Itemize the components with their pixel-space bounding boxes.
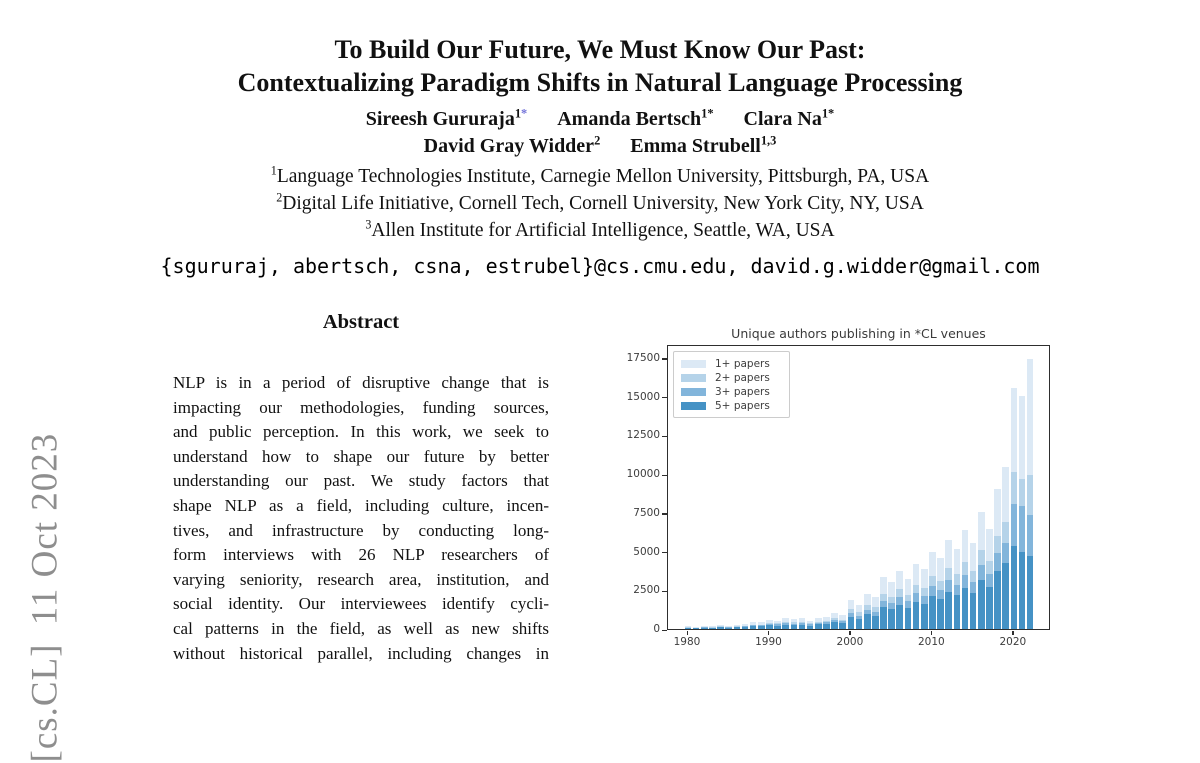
y-tick-label: 5000 — [633, 545, 660, 558]
bar-2011-5+-papers — [937, 599, 944, 629]
x-tick-mark — [768, 631, 769, 635]
y-tick-mark — [662, 436, 667, 437]
bar-1984-5+-papers — [717, 627, 724, 629]
y-tick-label: 17500 — [626, 351, 660, 364]
bar-2003-5+-papers — [872, 616, 879, 629]
abstract-line: tives, and infrastructure by conducting long- — [173, 520, 549, 540]
author-row-2 — [0, 133, 1200, 160]
x-tick-mark — [931, 631, 932, 635]
y-tick-label: 15000 — [626, 390, 660, 403]
bar-2013-5+-papers — [954, 595, 961, 629]
author-name: Amanda Bertsch$^{1*}$ — [557, 106, 714, 130]
legend-label: 2+ papers — [715, 372, 770, 384]
bar-1995-5+-papers — [807, 626, 814, 629]
bar-1982-5+-papers — [701, 628, 708, 629]
affiliation-line: $^1$Language Technologies Institute, Carnegie Mellon University, Pittsburgh, PA, USA — [270, 163, 930, 187]
x-tick-mark — [849, 631, 850, 635]
affiliation-marker: 1 — [270, 163, 277, 178]
bar-2004-5+-papers — [880, 607, 887, 629]
legend-row — [681, 357, 783, 371]
author-affil-marker: 1,3 — [760, 133, 777, 148]
x-tick-label: 1980 — [673, 636, 701, 648]
bar-1992-5+-papers — [782, 625, 789, 629]
y-tick-mark — [662, 475, 667, 476]
bar-2006-5+-papers — [896, 605, 903, 629]
legend-label: 3+ papers — [715, 386, 770, 398]
bar-1999-5+-papers — [839, 623, 846, 629]
y-tick-label: 2500 — [633, 584, 660, 597]
abstract-line: understand how to shape our future by better — [173, 446, 549, 466]
bar-1987-5+-papers — [742, 627, 749, 629]
y-tick-label: 12500 — [626, 429, 660, 442]
x-tick-mark — [1012, 631, 1013, 635]
abstract-line: NLP is in a period of disruptive change that is — [173, 373, 549, 392]
chart-legend — [673, 351, 790, 418]
paper-title — [0, 33, 1200, 99]
bar-1988-5+-papers — [750, 626, 757, 629]
legend-row — [681, 371, 783, 385]
y-tick-mark — [662, 552, 667, 553]
author-affil-marker: 2 — [594, 133, 601, 148]
y-tick-label: 0 — [653, 623, 660, 635]
bar-2017-5+-papers — [986, 587, 993, 629]
y-tick-mark — [662, 630, 667, 631]
affiliation-marker: 2 — [276, 190, 283, 205]
author-name: Sireesh Gururaja$^{1*}$ — [365, 106, 528, 130]
abstract-line: social identity. Our interviewees identify cycli- — [173, 594, 549, 614]
bar-1997-5+-papers — [823, 624, 830, 629]
y-tick-label: 7500 — [633, 506, 660, 519]
bar-2000-5+-papers — [848, 617, 855, 629]
abstract-line: understanding our past. We study factors that — [173, 471, 549, 491]
paper-title-line-1: To Build Our Future, We Must Know Our Past: — [334, 35, 866, 64]
bar-2021-5+-papers — [1019, 552, 1026, 629]
author-name: Emma Strubell$^{1,3}$ — [630, 133, 777, 157]
bar-2009-5+-papers — [921, 604, 928, 629]
bar-2002-5+-papers — [864, 614, 871, 629]
bar-2005-5+-papers — [888, 609, 895, 629]
affiliation-marker: 3 — [365, 217, 372, 232]
bar-2022-5+-papers — [1027, 556, 1034, 629]
bar-1985-5+-papers — [725, 628, 732, 629]
bar-1996-5+-papers — [815, 624, 822, 629]
legend-label: 5+ papers — [715, 400, 770, 412]
bar-1994-5+-papers — [799, 625, 806, 629]
y-tick-mark — [662, 358, 667, 359]
bar-1991-5+-papers — [774, 626, 781, 629]
legend-row — [681, 399, 783, 413]
affiliation-line: $^2$Digital Life Initiative, Cornell Tech, Cornell University, New York City, NY, USA — [276, 190, 924, 214]
bar-1980-5+-papers — [685, 628, 692, 629]
y-tick-mark — [662, 513, 667, 514]
bar-2008-5+-papers — [913, 602, 920, 629]
author-affil-marker: 1* — [701, 106, 714, 121]
abstract-line: and public perception. In this work, we seek to — [173, 422, 549, 442]
abstract-body — [173, 371, 549, 666]
y-tick-mark — [662, 591, 667, 592]
legend-swatch — [681, 402, 706, 410]
bar-1993-5+-papers — [791, 625, 798, 629]
abstract-line: without historical parallel, including changes in — [173, 643, 549, 663]
x-tick-label: 2010 — [918, 636, 945, 648]
bar-1983-5+-papers — [709, 628, 716, 629]
author-emails: {sgururaj, abertsch, csna, estrubel}@cs.cmu.edu, david.g.widder@gmail.com — [160, 254, 1040, 278]
x-tick-mark — [687, 631, 688, 635]
bar-1989-5+-papers — [758, 626, 765, 629]
bar-1986-5+-papers — [734, 627, 741, 629]
bar-2012-5+-papers — [945, 592, 952, 630]
arxiv-date-banner: 11 Oct 2023 — [24, 432, 66, 626]
bar-2014-5+-papers — [962, 588, 969, 629]
legend-row — [681, 385, 783, 399]
legend-label: 1+ papers — [715, 358, 770, 370]
x-tick-label: 2020 — [999, 636, 1027, 648]
bar-1998-5+-papers — [831, 622, 838, 629]
x-tick-label: 2000 — [836, 636, 864, 648]
y-tick-label: 10000 — [626, 468, 660, 481]
bar-2019-5+-papers — [1002, 563, 1009, 629]
abstract-line: varying seniority, research area, institution, and — [173, 569, 549, 589]
legend-swatch — [681, 388, 706, 396]
author-name: David Gray Widder$^2$ — [423, 133, 601, 157]
abstract-line: shape NLP as a field, including culture, incen- — [173, 495, 549, 515]
author-affil-marker: 1* — [514, 106, 528, 121]
abstract-line: impacting our methodologies, funding sources, — [173, 397, 549, 417]
chart-title: Unique authors publishing in *CL venues — [731, 326, 986, 341]
legend-swatch — [681, 374, 706, 382]
bar-2010-5+-papers — [929, 596, 936, 629]
bar-2001-5+-papers — [856, 619, 863, 629]
author-name: Clara $Na^{1*}$ — [743, 106, 835, 130]
affiliation-line: $^3$Allen Institute for Artificial Intelligence, Seattle, WA, USA — [365, 217, 835, 241]
bar-2015-5+-papers — [970, 593, 977, 629]
bar-2016-5+-papers — [978, 580, 985, 629]
bar-2020-5+-papers — [1011, 546, 1018, 629]
y-tick-mark — [662, 397, 667, 398]
bar-2007-5+-papers — [905, 608, 912, 629]
bar-1981-5+-papers — [693, 628, 700, 629]
arxiv-banner-partial: [cs.CL] — [24, 643, 66, 763]
abstract-line: cal patterns in the field, as well as new shifts — [173, 618, 549, 638]
author-affil-marker: 1* — [821, 106, 835, 121]
bar-2018-5+-papers — [994, 571, 1001, 629]
abstract-line: form interviews with 26 NLP researchers of — [173, 545, 549, 565]
x-tick-label: 1990 — [755, 636, 782, 648]
paper-title-line-2: Contextualizing Paradigm Shifts in Natural Language Processing — [237, 68, 963, 97]
abstract-heading: Abstract — [322, 311, 400, 333]
bar-1990-5+-papers — [766, 625, 773, 629]
author-row-1 — [0, 106, 1200, 133]
legend-swatch — [681, 360, 706, 368]
footnote-star: * — [521, 106, 528, 121]
